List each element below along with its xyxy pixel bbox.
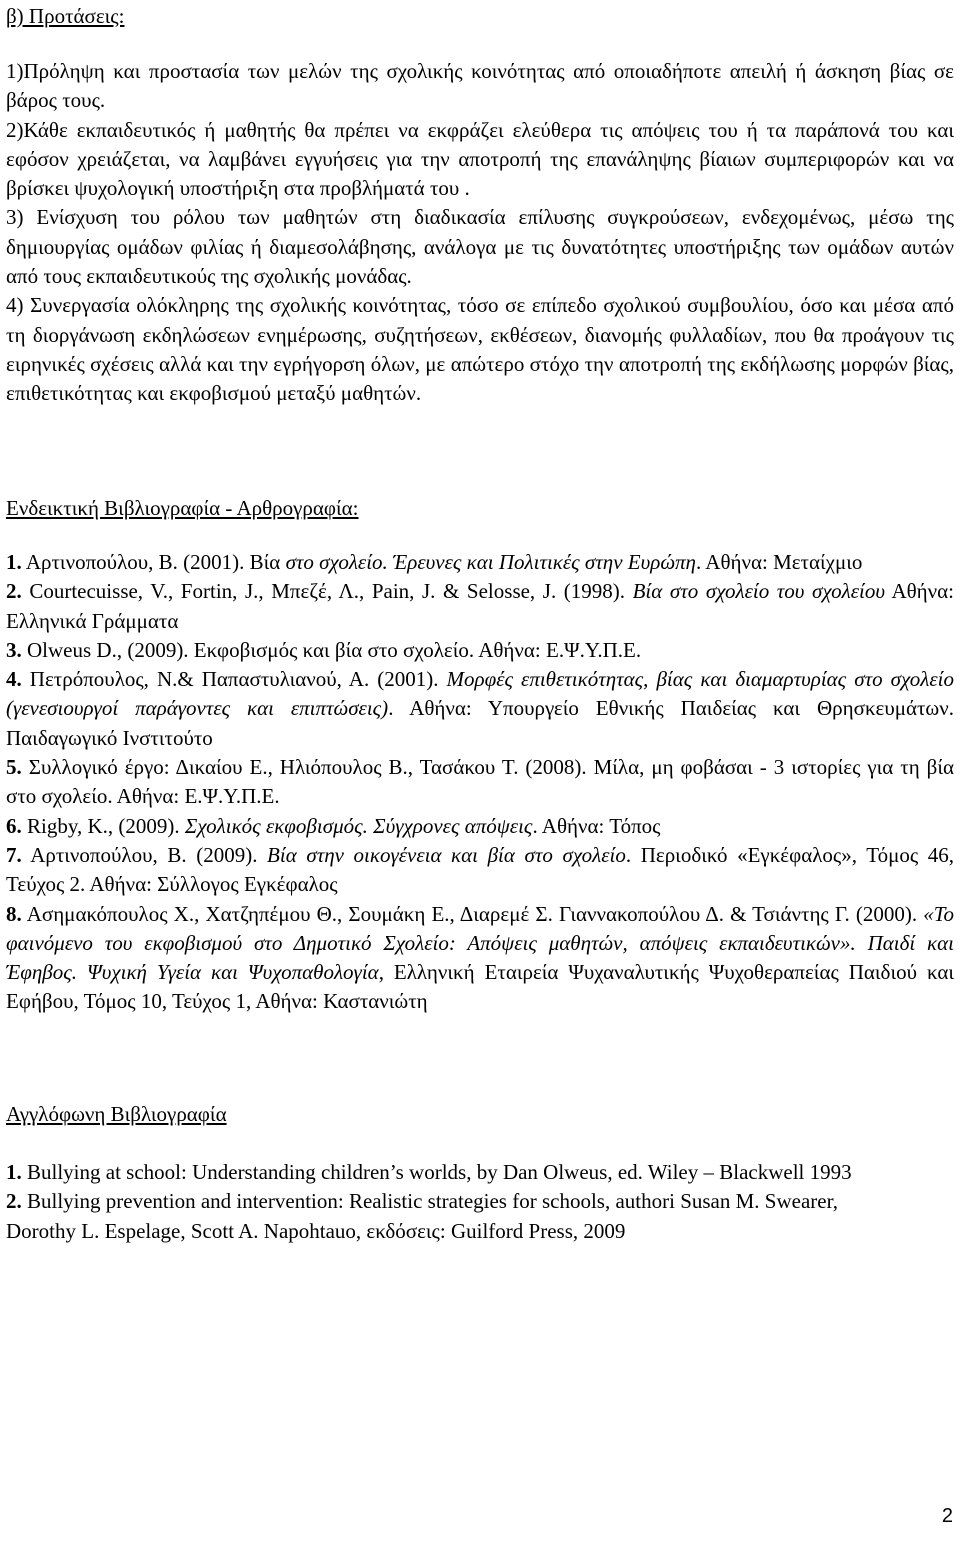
- entry-number: 5.: [6, 755, 22, 780]
- entry-text: Courtecuisse, V., Fortin, J., Μπεζέ, Λ., Pain, J. & Selosse, J. (1998).: [21, 579, 633, 604]
- entry-publisher: . Αθήνα: Υπουργείο Εθνικής Παιδείας και Θρησκευμάτων. Παιδαγωγικό Ινστιτούτο: [6, 696, 955, 750]
- entry-text: Rigby, K., (2009).: [21, 813, 185, 838]
- english-bibliography-list: [6, 1158, 866, 1246]
- entry-text: Bullying prevention and intervention: Realistic strategies for schools, authori Susan M. Swearer, Dorothy L. Espelage, Scott A. Napohtauo, εκδόσεις: Guilford Press, 2009: [6, 1189, 838, 1243]
- entry-number: 2.: [6, 1189, 22, 1214]
- proposal-item: 3) Ενίσχυση του ρόλου των μαθητών στη διαδικασία επίλυσης συγκρούσεων, ενδεχομένως, μέσω της δημιουργίας ομάδων φιλίας ή διαμεσολάβησης, ανάλογα με τις δυνατότητες υποστήριξης των ομάδων αυτών από τους εκπαιδευτικούς της σχολικής μονάδας.: [6, 205, 954, 289]
- entry-number: 4.: [6, 667, 22, 692]
- entry-title: «Το φαινόμενο του εκφοβισμού στο Δημοτικό Σχολείο: Απόψεις μαθητών, απόψεις εκπαιδευτικών». Παιδί και Έφηβος. Ψυχική Υγεία και Ψυχοπαθολογία: [6, 901, 954, 985]
- greek-bibliography-list: [6, 548, 954, 1017]
- entry-title: Βία στην οικογένεια και βία στο σχολείο: [267, 842, 626, 867]
- bibliography-entry: [6, 636, 954, 665]
- entry-title: στο σχολείο. Έρευνες και Πολιτικές στην Ευρώπη: [285, 550, 696, 574]
- entry-number: 2.: [6, 579, 22, 604]
- bibliography-entry: [6, 1187, 866, 1246]
- page-number: 2: [941, 1505, 953, 1527]
- entry-title: Σχολικός εκφοβισμός. Σύγχρονες απόψεις: [184, 813, 533, 838]
- entry-number: 3.: [6, 637, 22, 662]
- bibliography-entry: [6, 577, 954, 636]
- bibliography-entry: [6, 665, 954, 753]
- entry-number: 7.: [6, 842, 22, 867]
- proposal-item: 1)Πρόληψη και προστασία των μελών της σχολικής κοινότητας από οποιαδήποτε απειλή ή άσκηση βίας σε βάρος τους.: [6, 59, 954, 113]
- greek-bibliography-heading: Ενδεικτική Βιβλιογραφία - Αρθρογραφία:: [6, 496, 359, 520]
- bibliography-entry: [6, 548, 954, 577]
- entry-text: Πετρόπουλος, Ν.& Παπαστυλιανού, Α. (2001).: [21, 667, 447, 692]
- entry-text: Bullying at school: Understanding children’s worlds, by Dan Olweus, ed. Wiley – Blackwell 1993: [21, 1160, 852, 1184]
- entry-publisher: Αθήνα: Ελληνικά Γράμματα: [6, 579, 954, 633]
- entry-number: 8.: [6, 901, 22, 926]
- entry-number: 1.: [6, 1160, 22, 1184]
- entry-text: Συλλογικό έργο: Δικαίου Ε., Ηλιόπουλος Β., Τασάκου Τ. (2008). Μίλα, μη φοβάσαι - 3 ιστορίες για τη βία στο σχολείο. Αθήνα: Ε.Ψ.Υ.Π.Ε.: [6, 755, 954, 809]
- bibliography-entry: [6, 753, 954, 812]
- proposal-item: 4) Συνεργασία ολόκληρης της σχολικής κοινότητας, τόσο σε επίπεδο σχολικού συμβουλίου, όσο και μέσα από τη διοργάνωση εκδηλώσεων ενημέρωσης, συζητήσεων, εκθέσεων, διανομής φυλλαδίων, που θα προάγουν τις ειρηνικές σχέσεις αλλά και την εγρήγορση όλων, με απώτερο στόχο την αποτροπή της εκδήλωσης μορφών βίας, επιθετικότητας και εκφοβισμού μεταξύ μαθητών.: [6, 293, 954, 406]
- proposals-list: [6, 57, 954, 409]
- english-bibliography-heading: Αγγλόφωνη Βιβλιογραφία: [6, 1102, 227, 1126]
- entry-publisher: . Αθήνα: Μεταίχμιο: [695, 550, 863, 574]
- entry-text: Αρτινοπούλου, Β. (2009).: [21, 842, 268, 867]
- entry-title: Μορφές επιθετικότητας, βίας και διαμαρτυρίας στο σχολείο (γενεσιουργοί παράγοντες και επιπτώσεις): [6, 667, 954, 721]
- bibliography-entry: [6, 900, 954, 1017]
- entry-number: 1.: [6, 550, 22, 574]
- entry-text: Αρτινοπούλου, Β. (2001). Βία: [21, 550, 286, 574]
- entry-publisher: . Αθήνα: Τόπος: [532, 813, 661, 838]
- proposal-item: 2)Κάθε εκπαιδευτικός ή μαθητής θα πρέπει να εκφράζει ελεύθερα τις απόψεις του ή τα παράπονά του και εφόσον χρειάζεται, να λαμβάνει εγγυήσεις για την αποτροπή της επανάληψης βίαιων συμπεριφορών και να βρίσκει ψυχολογική υποστήριξη στα προβλήματά του .: [6, 117, 954, 201]
- bibliography-entry: [6, 841, 954, 900]
- entry-text: Ασημακόπουλος Χ., Χατζηπέμου Θ., Σουμάκη Ε., Διαρεμέ Σ. Γιαννακοπούλου Δ. & Τσιάντης Γ. (2000).: [21, 901, 924, 926]
- proposals-heading: β) Προτάσεις:: [6, 4, 125, 28]
- entry-publisher: , Ελληνική Εταιρεία Ψυχαναλυτικής Ψυχοθεραπείας Παιδιού και Εφήβου, Τόμος 10, Τεύχος 1, Αθήνα: Καστανιώτη: [6, 960, 955, 1014]
- entry-number: 6.: [6, 813, 22, 838]
- entry-text: Olweus D., (2009). Εκφοβισμός και βία στο σχολείο. Αθήνα: Ε.Ψ.Υ.Π.Ε.: [21, 637, 642, 662]
- entry-title: Βία στο σχολείο του σχολείου: [632, 579, 886, 604]
- entry-publisher: . Περιοδικό «Εγκέφαλος», Τόμος 46, Τεύχος 2. Αθήνα: Σύλλογος Εγκέφαλος: [6, 842, 954, 897]
- bibliography-entry: [6, 812, 954, 841]
- bibliography-entry: [6, 1158, 866, 1187]
